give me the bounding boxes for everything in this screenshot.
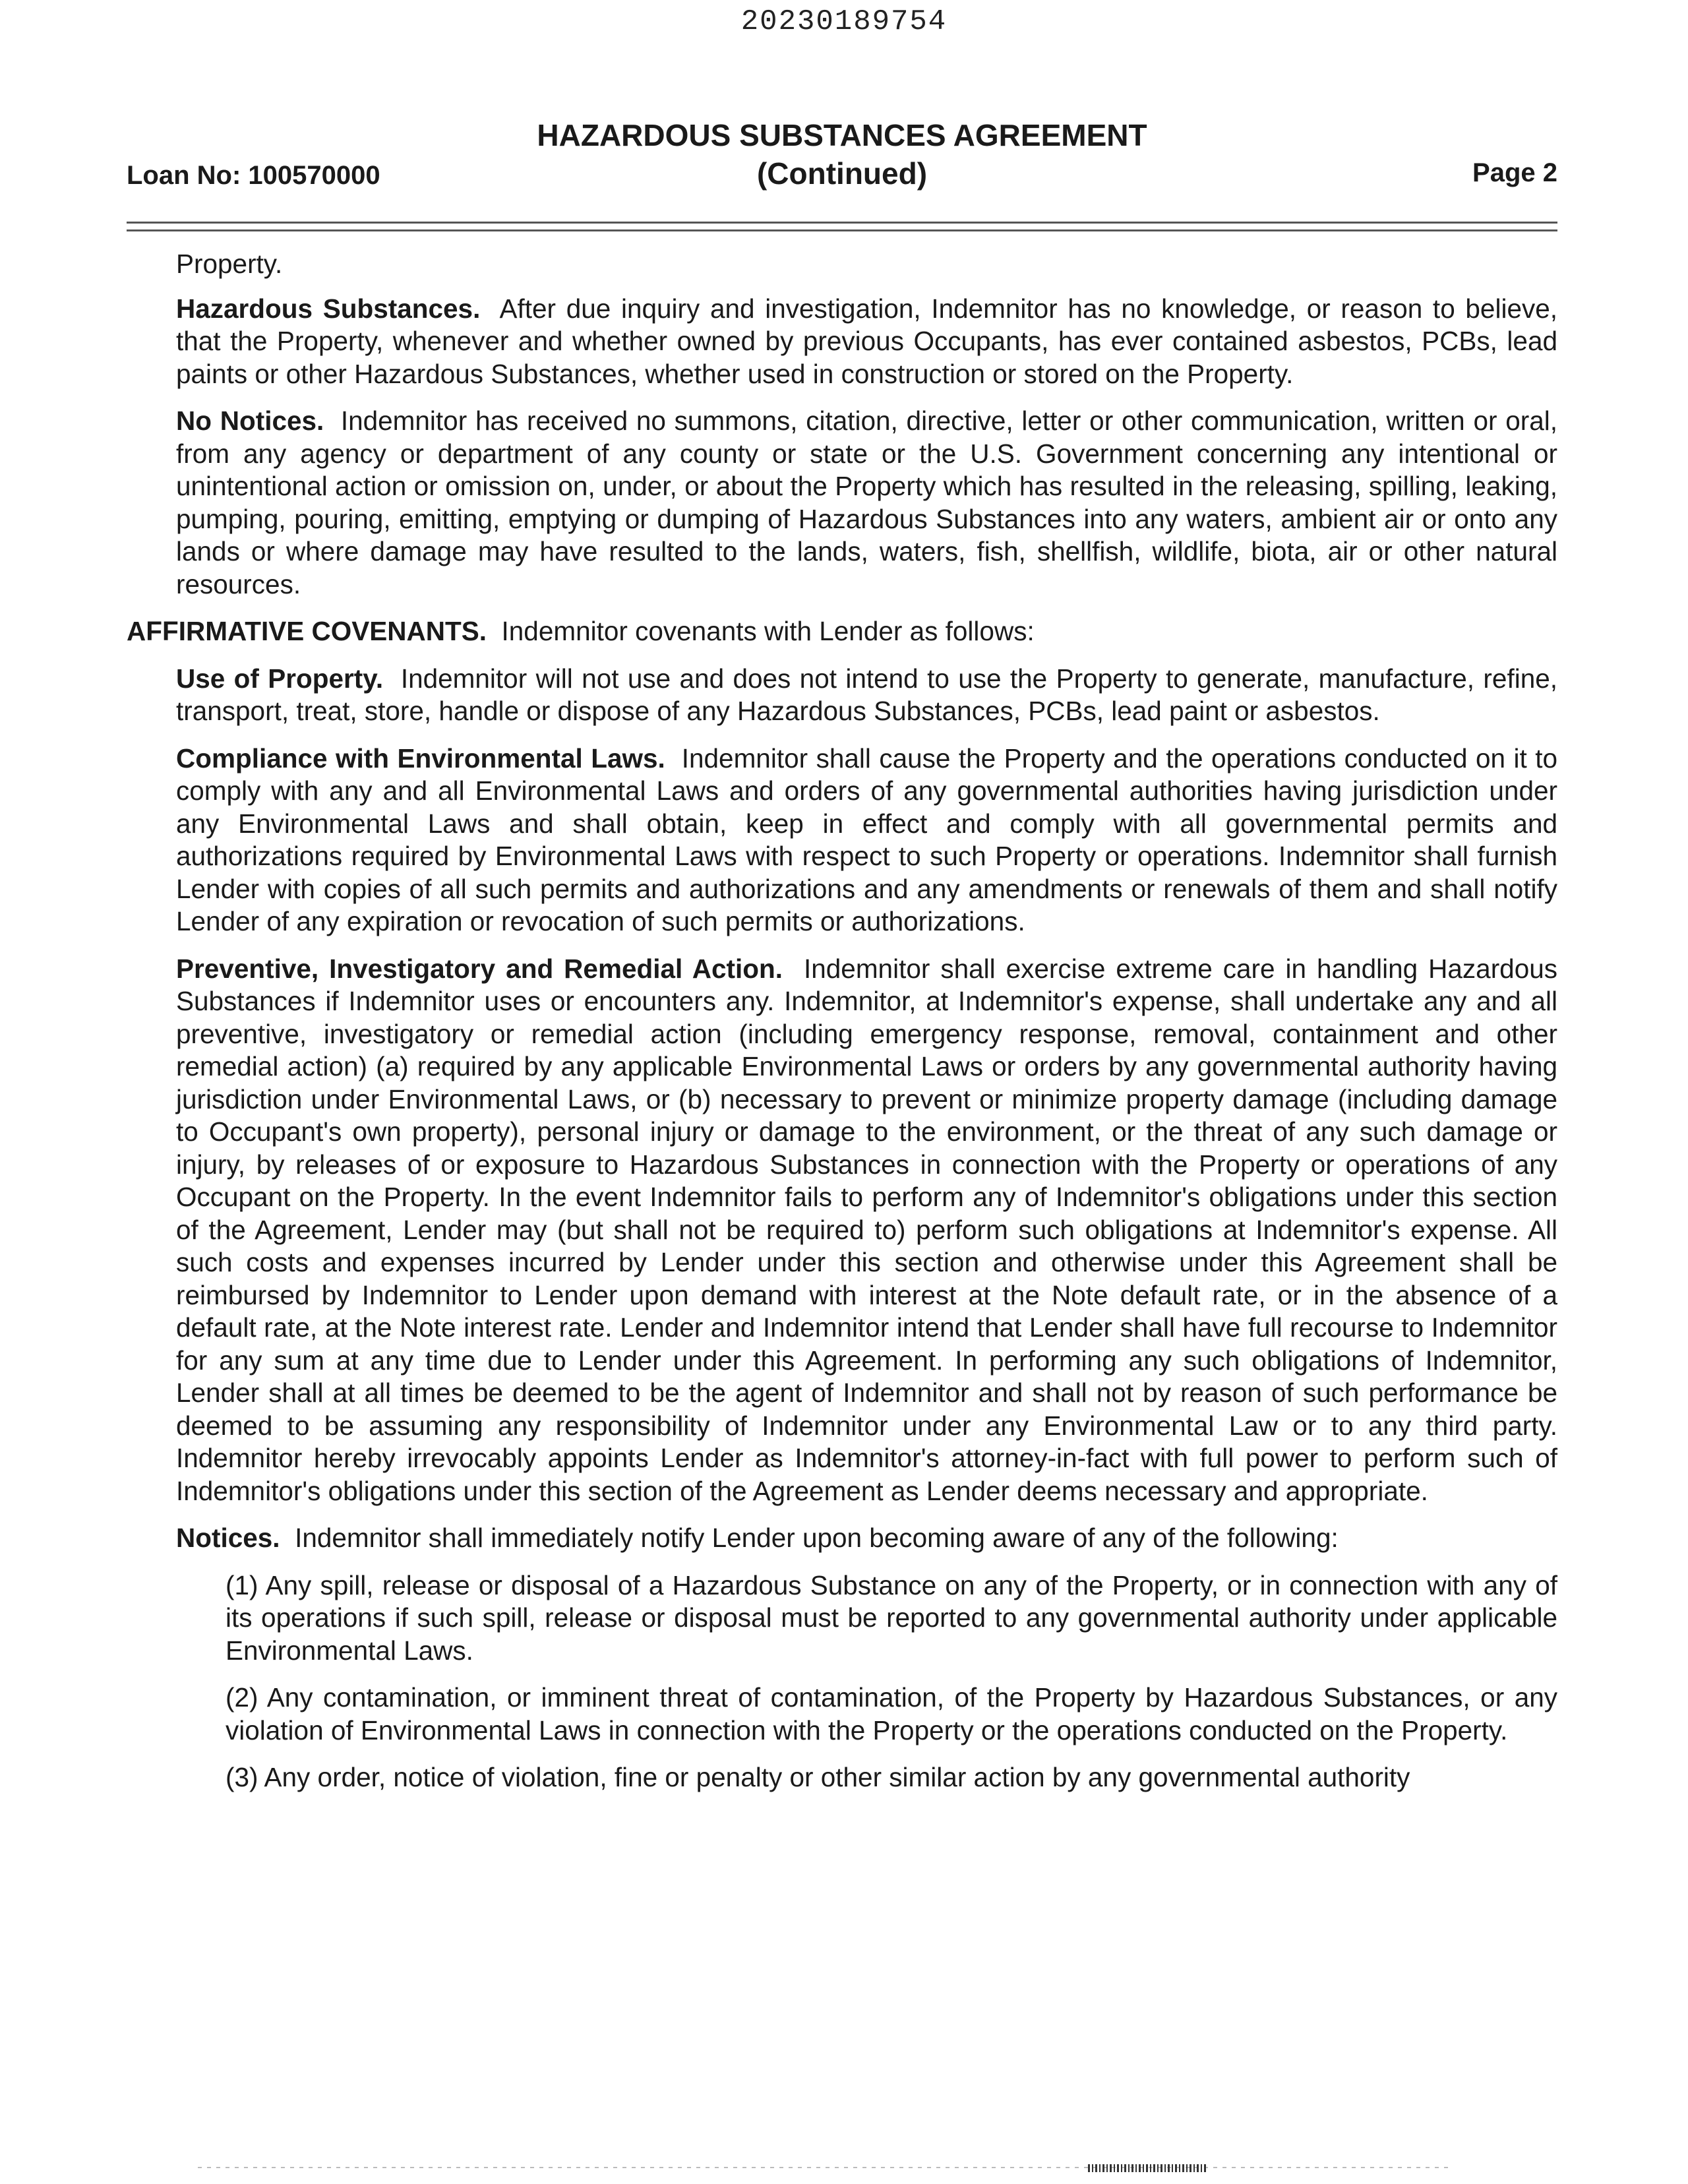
header-divider-bottom [127, 229, 1557, 231]
document-number: 20230189754 [740, 5, 948, 38]
notice-item-1: (1) Any spill, release or disposal of a Hazardous Substance on any of the Property, or in connection with any of its operations if such spill, release or disposal must be reported to any governmental authority under applicable Environmental Laws. [226, 1569, 1557, 1666]
page-title: HAZARDOUS SUBSTANCES AGREEMENT [537, 118, 1147, 152]
affirmative-covenants-text: Indemnitor covenants with Lender as follows: [501, 616, 1035, 646]
hazardous-substances-heading: Hazardous Substances. [176, 293, 481, 324]
barcode-strip [1088, 2164, 1207, 2172]
notices-heading: Notices. [176, 1523, 280, 1553]
affirmative-covenants-paragraph [127, 615, 1557, 648]
notices-text: Indemnitor shall immediately notify Lender upon becoming aware of any of the following: [295, 1523, 1339, 1553]
notice-item-2: (2) Any contamination, or imminent threat of contamination, of the Property by Hazardous Substances, or any violation of Environmental Laws in connection with the Property or the operations conducted on the Property. [226, 1682, 1557, 1745]
use-of-property-text: Indemnitor will not use and does not intend to use the Property to generate, manufacture, refine, transport, treat, store, handle or dispose of any Hazardous Substances, PCBs, lead paint or asbestos. [176, 663, 1557, 726]
header-divider-top [127, 222, 1557, 224]
no-notices-paragraph [176, 405, 1557, 601]
notices-paragraph [176, 1522, 1557, 1555]
scan-footer-noise [198, 2167, 1451, 2168]
notice-item-3: (3) Any order, notice of violation, fine or penalty or other similar action by any governmental authority [226, 1762, 1410, 1792]
compliance-heading: Compliance with Environmental Laws. [176, 743, 665, 774]
use-of-property-heading: Use of Property. [176, 663, 384, 694]
page-subtitle: (Continued) [756, 156, 928, 191]
document-body [127, 248, 1557, 1809]
page-number: Page 2 [1472, 158, 1557, 187]
loan-number: Loan No: 100570000 [127, 161, 380, 190]
preventive-action-heading: Preventive, Investigatory and Remedial Action. [176, 953, 783, 984]
use-of-property-paragraph [176, 663, 1557, 728]
hazardous-substances-text: After due inquiry and investigation, Indemnitor has no knowledge, or reason to believe, that the Property, whenever and whether owned by previous Occupants, has ever contained asbestos, PCBs, lead paints or other Hazardous Substances, whether used in construction or stored on the Property. [176, 293, 1558, 389]
compliance-text: Indemnitor shall cause the Property and the operations conducted on it to comply with any and all Environmental Laws and orders of any governmental authorities having jurisdiction under any Environmental Laws and shall obtain, keep in effect and comply with all governmental permits and authorizations required by Environmental Laws with respect to such Property or operations. Indemnitor shall furnish Lender with copies of all such permits and authorizations and any amendments or renewals of them and shall notify Lender of any expiration or revocation of such permits or authorizations. [176, 743, 1557, 936]
hazardous-substances-paragraph [176, 293, 1557, 391]
affirmative-covenants-heading: AFFIRMATIVE COVENANTS. [127, 616, 487, 646]
no-notices-text: Indemnitor has received no summons, citation, directive, letter or other communication, written or oral, from any agency or department of any county or state or the U.S. Government concerning any intentional or unintentional action or omission on, under, or about the Property which has resulted in the releasing, spilling, leaking, pumping, pouring, emitting, emptying or dumping of Hazardous Substances into any waters, ambient air or onto any lands or where damage may have resulted to the lands, waters, fish, shellfish, wildlife, biota, air or other natural resources. [176, 406, 1558, 599]
preventive-action-paragraph [176, 953, 1557, 1508]
compliance-paragraph [176, 743, 1557, 938]
preventive-action-text: Indemnitor shall exercise extreme care in handling Hazardous Substances if Indemnitor uses or encounters any. Indemnitor, at Indemnitor's expense, shall undertake any and all preventive, investigatory or remedial action (including emergency response, removal, containment and other remedial action) (a) required by any applicable Environmental Laws or orders by any governmental authority having jurisdiction under Environmental Laws, or (b) necessary to prevent or minimize property damage (including damage to Occupant's own property), personal injury or damage to the environment, or the threat of any such damage or injury, by releases of or exposure to Hazardous Substances in connection with the Property or operations of any Occupant on the Property. In the event Indemnitor fails to perform any of Indemnitor's obligations under this section of the Agreement, Lender may (but shall not be required to) perform such obligations at Indemnitor's expense. All such costs and expenses incurred by Lender under this section and otherwise under this Agreement shall be reimbursed by Indemnitor to Lender upon demand with interest at the Note default rate, or in the absence of a default rate, at the Note interest rate. Lender and Indemnitor intend that Lender shall have full recourse to Indemnitor for any sum at any time due to Lender under this Agreement. In performing any such obligations of Indemnitor, Lender shall at all times be deemed to be the agent of Indemnitor and shall not by reason of such performance be deemed to be assuming any responsibility of Indemnitor under any Environmental Law or to any third party. Indemnitor hereby irrevocably appoints Lender as Indemnitor's attorney-in-fact with full power to perform such of Indemnitor's obligations under this section of the Agreement as Lender deems necessary and appropriate. [176, 953, 1557, 1506]
page-header [127, 117, 1557, 197]
no-notices-heading: No Notices. [176, 406, 324, 436]
property-continuation: Property. [176, 249, 283, 279]
